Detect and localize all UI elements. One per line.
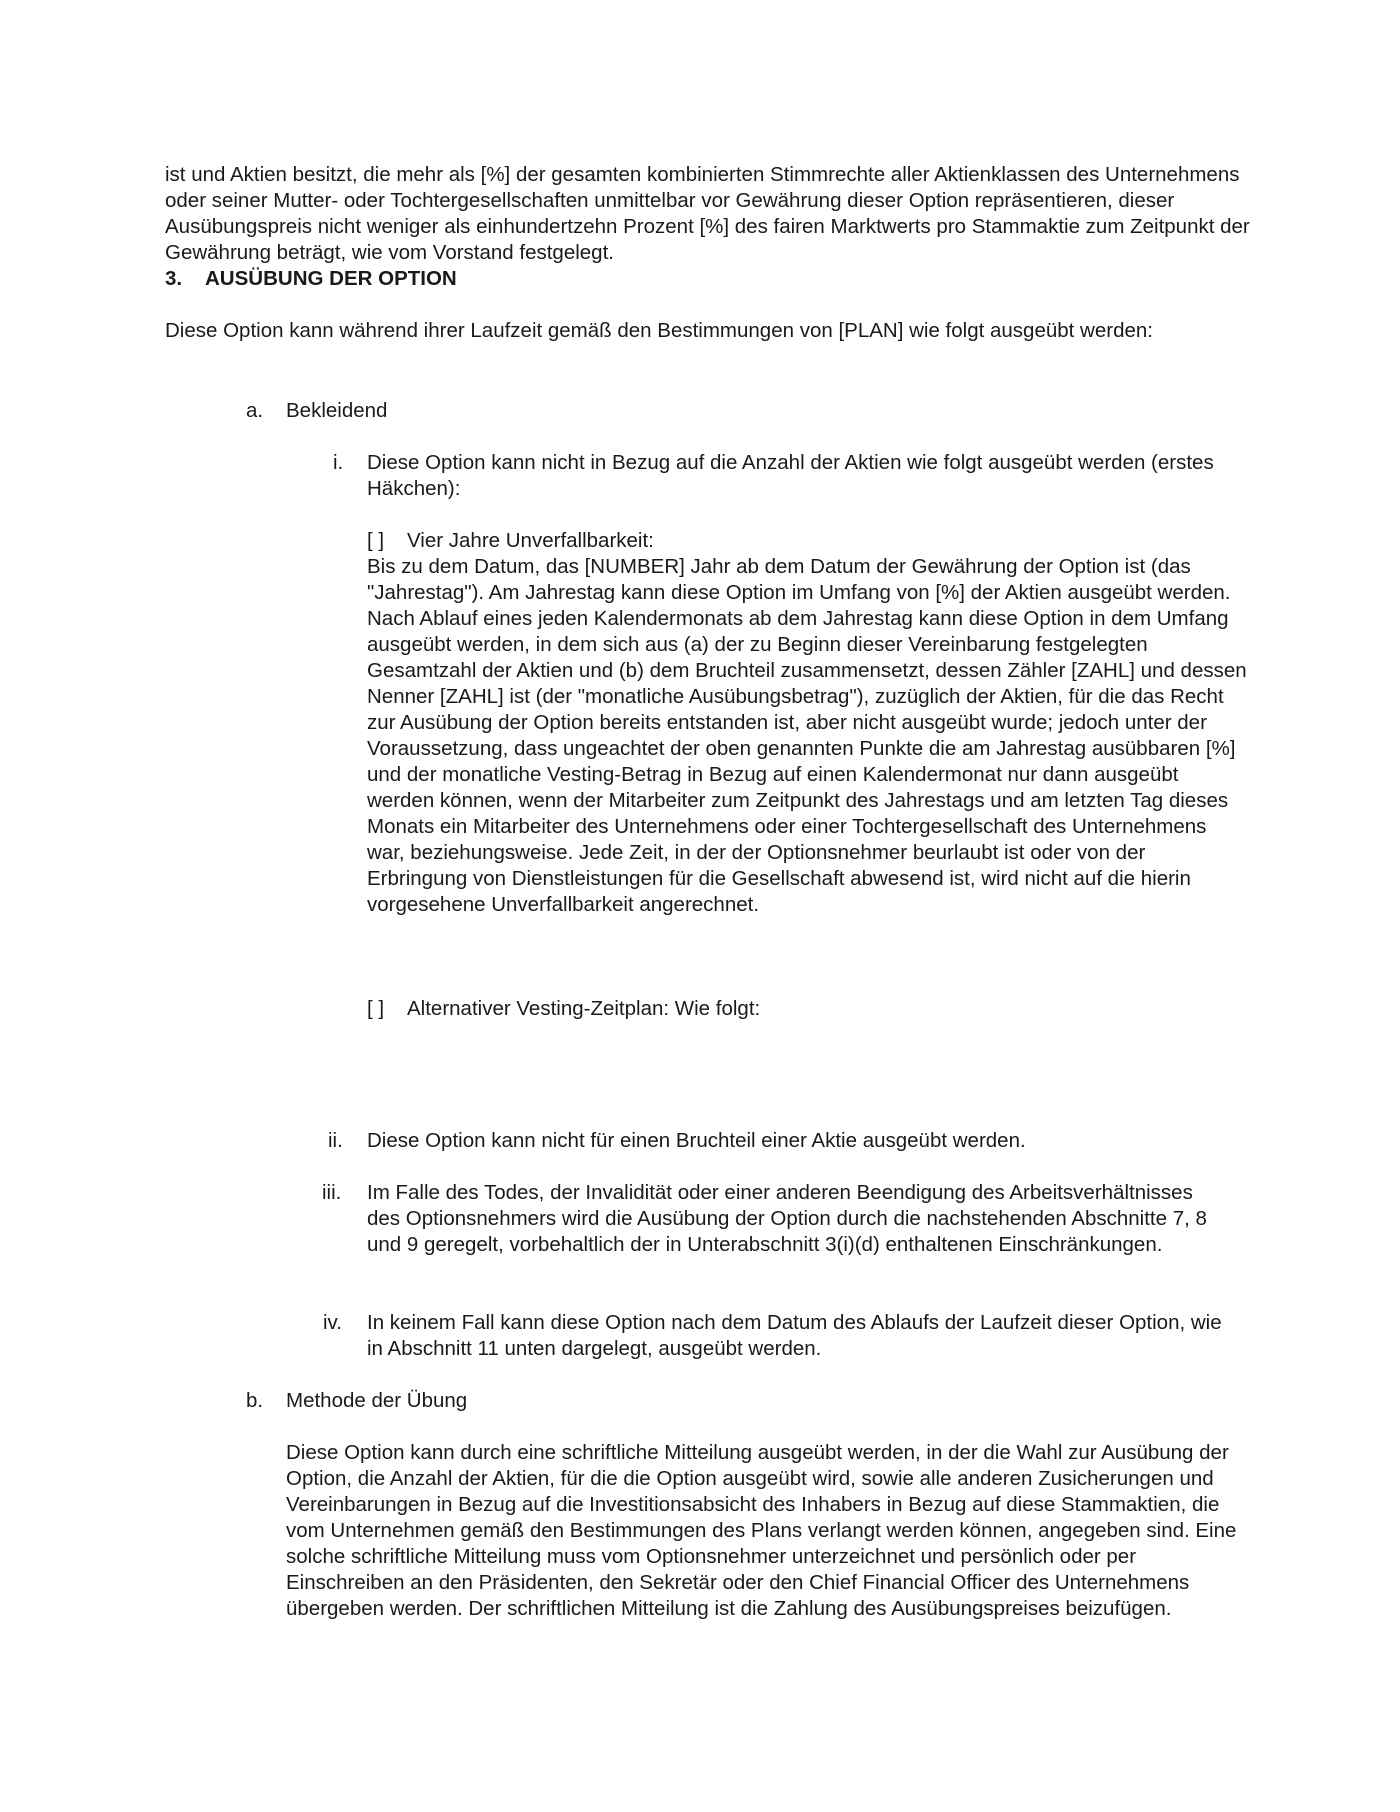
item-i-text: Diese Option kann nicht in Bezug auf die Anzahl der Aktien wie folgt ausgeübt werden (erstes Häkchen): <box>367 451 1214 500</box>
checkbox-label: Vier Jahre Unverfallbarkeit: <box>407 529 654 552</box>
item-iv-text: In keinem Fall kann diese Option nach dem Datum des Ablaufs der Laufzeit dieser Option, wie in Abschnitt 11 unten dargelegt, ausgeübt werden. <box>367 1311 1222 1360</box>
subsection-b-text: Diese Option kann durch eine schriftliche Mitteilung ausgeübt werden, in der die Wahl zur Ausübung der Option, die Anzahl der Aktien, für die die Option ausgeübt wird, sowie alle anderen Zusicherungen und Vereinbarungen in Bezug auf die Investitionsabsicht des Inhabers in Bezug auf diese Stammaktien, die vom Unternehmen gemäß den Bestimmungen des Plans verlangt werden können, angegeben sind. Eine solche schriftliche Mitteilung muss vom Optionsnehmer unterzeichnet und persönlich oder per Einschreiben an den Präsidenten, den Sekretär oder den Chief Financial Officer des Unternehmens übergeben werden. Der schriftlichen Mitteilung ist die Zahlung des Ausübungspreises beizufügen. <box>286 1441 1237 1620</box>
item-iv-marker: iv. <box>323 1311 342 1334</box>
section-heading <box>165 266 1250 292</box>
section-title: AUSÜBUNG DER OPTION <box>205 267 457 290</box>
item-iii-text: Im Falle des Todes, der Invalidität oder einer anderen Beendigung des Arbeitsverhältnisses des Optionsnehmers wird die Ausübung der Option durch die nachstehenden Abschnitte 7, 8 und 9 geregelt, vorbehaltlich der in Unterabschnitt 3(i)(d) enthaltenen Einschränkungen. <box>367 1181 1207 1256</box>
subsection-a-marker: a. <box>246 399 264 422</box>
subsection-b-title: Methode der Übung <box>286 1389 468 1412</box>
item-ii-text: Diese Option kann nicht für einen Bruchteil einer Aktie ausgeübt werden. <box>367 1129 1026 1152</box>
subsection-a-title: Bekleidend <box>286 399 388 422</box>
vesting-option-four-years <box>367 528 654 554</box>
section-paragraph: Diese Option kann während ihrer Laufzeit gemäß den Bestimmungen von [PLAN] wie folgt ausgeübt werden: <box>165 319 1153 342</box>
vesting-option-alternative <box>367 996 760 1022</box>
checkbox-placeholder: [ ] <box>367 997 385 1020</box>
subsection-b-marker: b. <box>246 1389 264 1412</box>
checkbox-label: Alternativer Vesting-Zeitplan: Wie folgt: <box>407 997 761 1020</box>
vesting-option-four-years-body: Bis zu dem Datum, das [NUMBER] Jahr ab dem Datum der Gewährung der Option ist (das "Jahrestag"). Am Jahrestag kann diese Option im Umfang von [%] der Aktien ausgeübt werden. Nach Ablauf eines jeden Kalendermonats ab dem Jahrestag kann diese Option in dem Umfang ausgeübt werden, in dem sich aus (a) der zu Beginn dieser Vereinbarung festgelegten Gesamtzahl der Aktien und (b) dem Bruchteil zusammensetzt, dessen Zähler [ZAHL] und dessen Nenner [ZAHL] ist (der "monatliche Ausübungsbetrag"), zuzüglich der Aktien, für die das Recht zur Ausübung der Option bereits entstanden ist, aber nicht ausgeübt wurde; jedoch unter der Voraussetzung, dass ungeachtet der oben genannten Punkte die am Jahrestag ausübbaren [%] und der monatliche Vesting-Betrag in Bezug auf einen Kalendermonat nur dann ausgeübt werden können, wenn der Mitarbeiter zum Zeitpunkt des Jahrestags und am letzten Tag dieses Monats ein Mitarbeiter des Unternehmens oder einer Tochtergesellschaft des Unternehmens war, beziehungsweise. Jede Zeit, in der der Optionsnehmer beurlaubt ist oder von der Erbringung von Dienstleistungen für die Gesellschaft abwesend ist, wird nicht auf die hierin vorgesehene Unverfallbarkeit angerechnet. <box>367 555 1247 916</box>
item-i-marker: i. <box>333 451 344 474</box>
item-iii-marker: iii. <box>322 1181 342 1204</box>
section-number: 3. <box>165 267 183 290</box>
item-ii-marker: ii. <box>328 1129 343 1152</box>
intro-paragraph: ist und Aktien besitzt, die mehr als [%] der gesamten kombinierten Stimmrechte aller Aktienklassen des Unternehmens oder seiner Mutter- oder Tochtergesellschaften unmittelbar vor Gewährung dieser Option repräsentieren, dieser Ausübungspreis nicht weniger als einhundertzehn Prozent [%] des fairen Marktwerts pro Stammaktie zum Zeitpunkt der Gewährung beträgt, wie vom Vorstand festgelegt. <box>165 163 1250 264</box>
checkbox-placeholder: [ ] <box>367 529 385 552</box>
